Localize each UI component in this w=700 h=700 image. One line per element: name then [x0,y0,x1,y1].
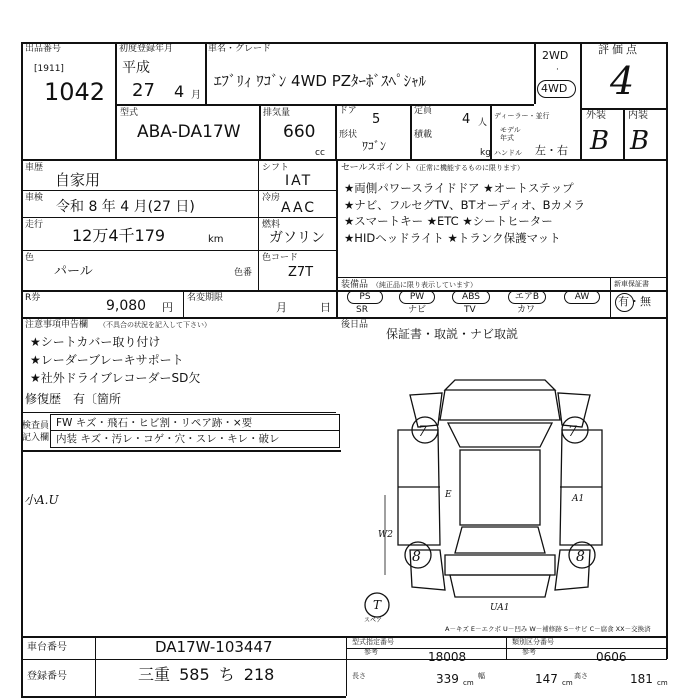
registration-value: 三重 585 ち 218 [138,665,275,684]
damage-mark-right: A1 [572,494,585,504]
capacity-unit: 人 [478,118,488,128]
shape-value: ﾜｺﾞﾝ [362,139,387,153]
first-reg-era: 平成 [122,60,150,76]
load-label: 積載 [414,130,433,140]
recycle-label: R券 [25,293,41,303]
exterior-grade: B [590,126,610,156]
notes-label: 注意事項申告欄 [25,320,89,330]
first-reg-label: 初度登録年月 [119,44,174,54]
inspection-label: 車検 [25,193,44,203]
width-label: 幅 [478,672,485,680]
sales-points-list [344,180,585,246]
displacement-value: 660 [283,122,316,142]
handle-label: ハンドル [494,149,522,157]
damage-mark-rear: UA1 [490,603,510,613]
first-reg-month: 4 [174,82,185,101]
color-code-label: 色コード [262,253,299,263]
type-ref-label: 参考 [364,648,378,656]
car-name: ｴﾌﾞﾘｨ ﾜｺﾞﾝ 4WD PZﾀｰﾎﾞｽﾍﾟｼｬﾙ [214,72,427,90]
note-item: ★レーダーブレーキサポート [30,353,184,367]
mileage-label: 走行 [25,220,44,230]
ac-value: AAC [281,200,317,216]
color-label: 色 [25,253,35,263]
score-value: 4 [610,59,635,103]
damage-mark-left-rear: W2 [378,530,393,540]
accessories-label: 後日品 [341,320,369,330]
shift-value: IAT [285,173,313,189]
damage-mark-fl: 7 [418,424,427,440]
change-month-unit: 月 [276,301,287,314]
color-value: パール [54,264,93,279]
class-ref-label: 参考 [522,648,536,656]
fuel-value: ガソリン [269,230,325,246]
equip-sr: SR [356,305,368,315]
mileage-unit: km [208,234,224,245]
lot-number-label: 出品番号 [25,44,62,54]
lot-sub-code: [1911] [34,64,64,74]
sales-point: ★ナビ、フルセグTV、BTオーディオ、Bカメラ [344,197,585,212]
equip-badge-ps: PS [347,290,383,304]
inspector-exterior: FW キズ・飛石・ヒビ割・リペア跡・×要 [56,417,253,429]
class-number-label: 類別区分番号 [512,638,554,646]
interior-grade: B [630,126,650,156]
color-code: Z7T [288,265,314,280]
class-number: 0606 [596,650,627,664]
length-unit: cm [463,679,474,687]
equipment-note: （純正品に限り表示しています） [372,281,477,289]
sales-points-note: （正常に機能するものに限ります） [412,164,524,172]
chassis-label: 車台番号 [27,642,67,653]
capacity-value: 4 [462,112,471,127]
type-number: 18008 [428,650,467,664]
sales-point: ★スマートキー ★ETC ★シートヒーター [344,214,553,228]
doors-value: 5 [372,112,381,127]
width-unit: cm [562,679,573,687]
shape-label: 形状 [339,130,358,140]
notes-list [30,333,200,387]
damage-legend: A－キズ E－エクボ U－凹み W－補修跡 S－サビ C－腐食 XX－交換済 [445,625,651,633]
damage-mark-spare: T [373,598,382,612]
height-unit: cm [657,679,668,687]
model-value: ABA-DA17W [137,122,241,142]
inspection-value: 令和 8 年 4 月(27 日) [56,199,195,215]
capacity-label: 定員 [414,106,433,116]
shift-label: シフト [262,163,290,173]
car-name-label: 車名・グレード [208,44,272,54]
equip-badge-aw: AW [564,290,600,304]
model-label: 型式 [120,108,139,118]
ac-label: 冷房 [262,193,281,203]
equip-leather: カワ [517,305,536,315]
first-reg-month-unit: 月 [191,90,201,101]
inspector-label: 検査員記入欄 [22,421,50,443]
equip-badge-airbag: エアB [508,290,546,304]
displacement-label: 排気量 [263,108,291,118]
drive-2wd: 2WD [542,49,569,62]
mileage-value: 12万4千179 [72,226,166,245]
registration-label: 登録番号 [27,671,67,682]
dealer-label: ディーラー・並行 [494,112,550,120]
handle-value: 左・右 [535,144,568,157]
accessories-value: 保証書・取説・ナビ取説 [386,327,519,341]
inspector-handwritten: 小A.U [24,493,59,507]
repair-label: 修復歴 [25,392,62,406]
chassis-value: DA17W-103447 [155,638,273,656]
car-body-diagram [350,375,650,624]
spare-label: スペア [364,617,383,624]
doors-label: ドア [339,106,357,116]
sales-point: ★両側パワースライドドア ★オートステップ [344,181,574,195]
change-day-unit: 日 [320,301,331,314]
drive-4wd: 4WD [541,82,568,95]
inspector-interior: 内装 キズ・汚レ・コゲ・穴・スレ・キレ・破レ [56,433,280,445]
history-label: 車歴 [25,163,44,173]
damage-mark-fr: 7 [568,424,577,440]
width-value: 147 [535,672,558,686]
new-warranty-value: 有・無 [618,295,651,308]
change-deadline-label: 名変期限 [187,293,224,303]
equip-tv: TV [464,305,476,315]
history-value: 自家用 [55,171,101,189]
equip-badge-abs: ABS [452,290,490,304]
length-value: 339 [436,672,459,686]
color-number-label: 色番 [234,268,253,278]
exterior-label: 外装 [586,110,606,121]
type-number-label: 型式指定番号 [352,638,394,646]
damage-mark-rl: 8 [412,549,421,565]
notes-note: （不具合の状況を記入して下さい） [99,321,211,329]
repair-value: 有〔箇所 [73,392,122,406]
length-label: 長さ [352,672,366,680]
height-label: 高さ [574,672,588,680]
damage-mark-rr: 8 [576,549,585,565]
new-warranty-label: 新車保証書 [614,280,649,288]
lot-number: 1042 [44,78,106,106]
interior-label: 内装 [628,110,648,121]
note-item: ★社外ドライブレコーダーSD欠 [30,371,201,385]
sales-points-label: セールスポイント [341,163,413,173]
height-value: 181 [630,672,653,686]
model-year-label: モデル年式 [500,126,521,142]
damage-mark-left: E [445,490,452,500]
equipment-label: 装備品 [341,280,369,290]
recycle-unit: 円 [162,301,173,314]
equip-badge-pw: PW [399,290,435,304]
recycle-value: 9,080 [106,298,147,314]
fuel-label: 燃料 [262,220,281,230]
load-unit: kg [480,148,491,158]
score-label: 評価点 [598,43,640,56]
equip-navi: ナビ [408,305,427,315]
sales-point: ★HIDヘッドライト ★トランク保護マット [344,230,561,245]
drive-sep: · [556,65,559,75]
first-reg-year: 27 [132,80,155,101]
displacement-unit: cc [315,148,325,158]
note-item: ★シートカバー取り付け [30,335,161,349]
